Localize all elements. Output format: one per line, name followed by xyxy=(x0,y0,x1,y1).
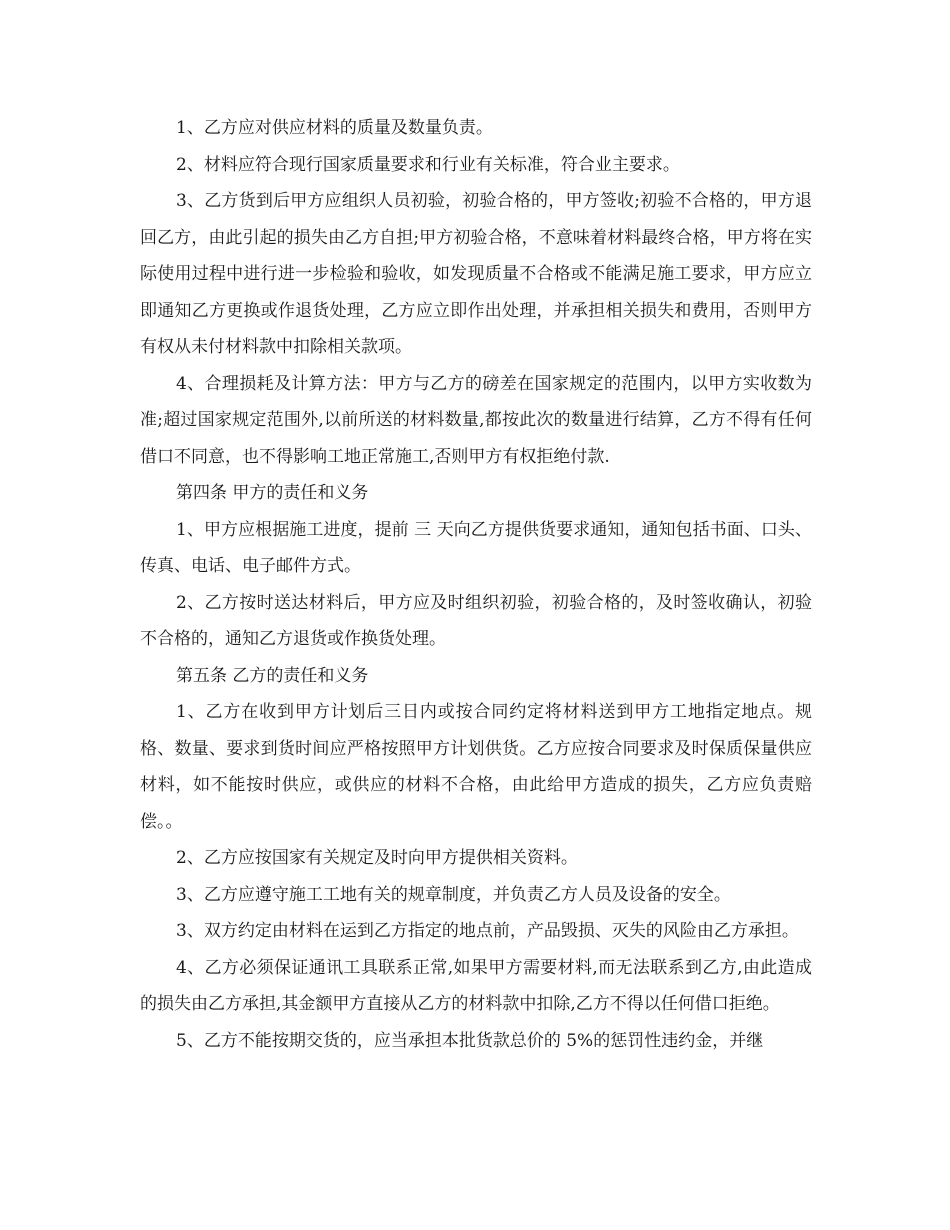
clause-paragraph: 2、材料应符合现行国家质量要求和行业有关标准，符合业主要求。 xyxy=(176,154,680,175)
clause-paragraph: 1、乙方在收到甲方计划后三日内或按合同约定将材料送到甲方工地指定地点。规格、数量、要求到货时间应严格按照甲方计划供货。乙方应按合同要求及时保质保量供应材料，如不能按时供应，或供应的材料不合格，由此给甲方造成的损失，乙方应负责赔偿。。 xyxy=(140,702,812,832)
clause-paragraph: 3、双方约定由材料在运到乙方指定的地点前，产品毁损、灭失的风险由乙方承担。 xyxy=(176,921,799,941)
clause-paragraph: 2、乙方按时送达材料后，甲方应及时组织初验，初验合格的，及时签收确认，初验不合格的，通知乙方退货或作换货处理。 xyxy=(140,592,812,649)
clause-paragraph: 1、甲方应根据施工进度，提前 三 天向乙方提供货要求通知，通知包括书面、口头、传真、电话、电子邮件方式。 xyxy=(140,519,812,576)
section-heading: 第四条 甲方的责任和义务 xyxy=(176,483,369,503)
document-body xyxy=(140,110,812,1059)
clause-paragraph: 2、乙方应按国家有关规定及时向甲方提供相关资料。 xyxy=(176,848,578,868)
clause-paragraph: 4、合理损耗及计算方法：甲方与乙方的磅差在国家规定的范围内，以甲方实收数为准;超过国家规定范围外,以前所送的材料数量,都按此次的数量进行结算，乙方不得有任何借口不同意，也不得影响工地正常施工,否则甲方有权拒绝付款. xyxy=(140,373,812,467)
clause-paragraph: 3、乙方货到后甲方应组织人员初验，初验合格的，甲方签收;初验不合格的，甲方退回乙方，由此引起的损失由乙方自担;甲方初验合格，不意味着材料最终合格，甲方将在实际使用过程中进行进一步检验和验收，如发现质量不合格或不能满足施工要求，甲方应立即通知乙方更换或作退货处理，乙方应立即作出处理，并承担相关损失和费用，否则甲方有权从未付材料款中扣除相关款项。 xyxy=(140,191,812,357)
clause-paragraph: 1、乙方应对供应材料的质量及数量负责。 xyxy=(176,118,493,138)
clause-paragraph: 3、乙方应遵守施工工地有关的规章制度，并负责乙方人员及设备的安全。 xyxy=(176,884,731,905)
section-heading: 第五条 乙方的责任和义务 xyxy=(176,665,369,686)
clause-paragraph: 5、乙方不能按期交货的，应当承担本批货款总价的 5%的惩罚性违约金，并继 xyxy=(176,1030,764,1051)
clause-paragraph: 4、乙方必须保证通讯工具联系正常,如果甲方需要材料,而无法联系到乙方,由此造成的损失由乙方承担,其金额甲方直接从乙方的材料款中扣除,乙方不得以任何借口拒绝。 xyxy=(140,957,812,1014)
